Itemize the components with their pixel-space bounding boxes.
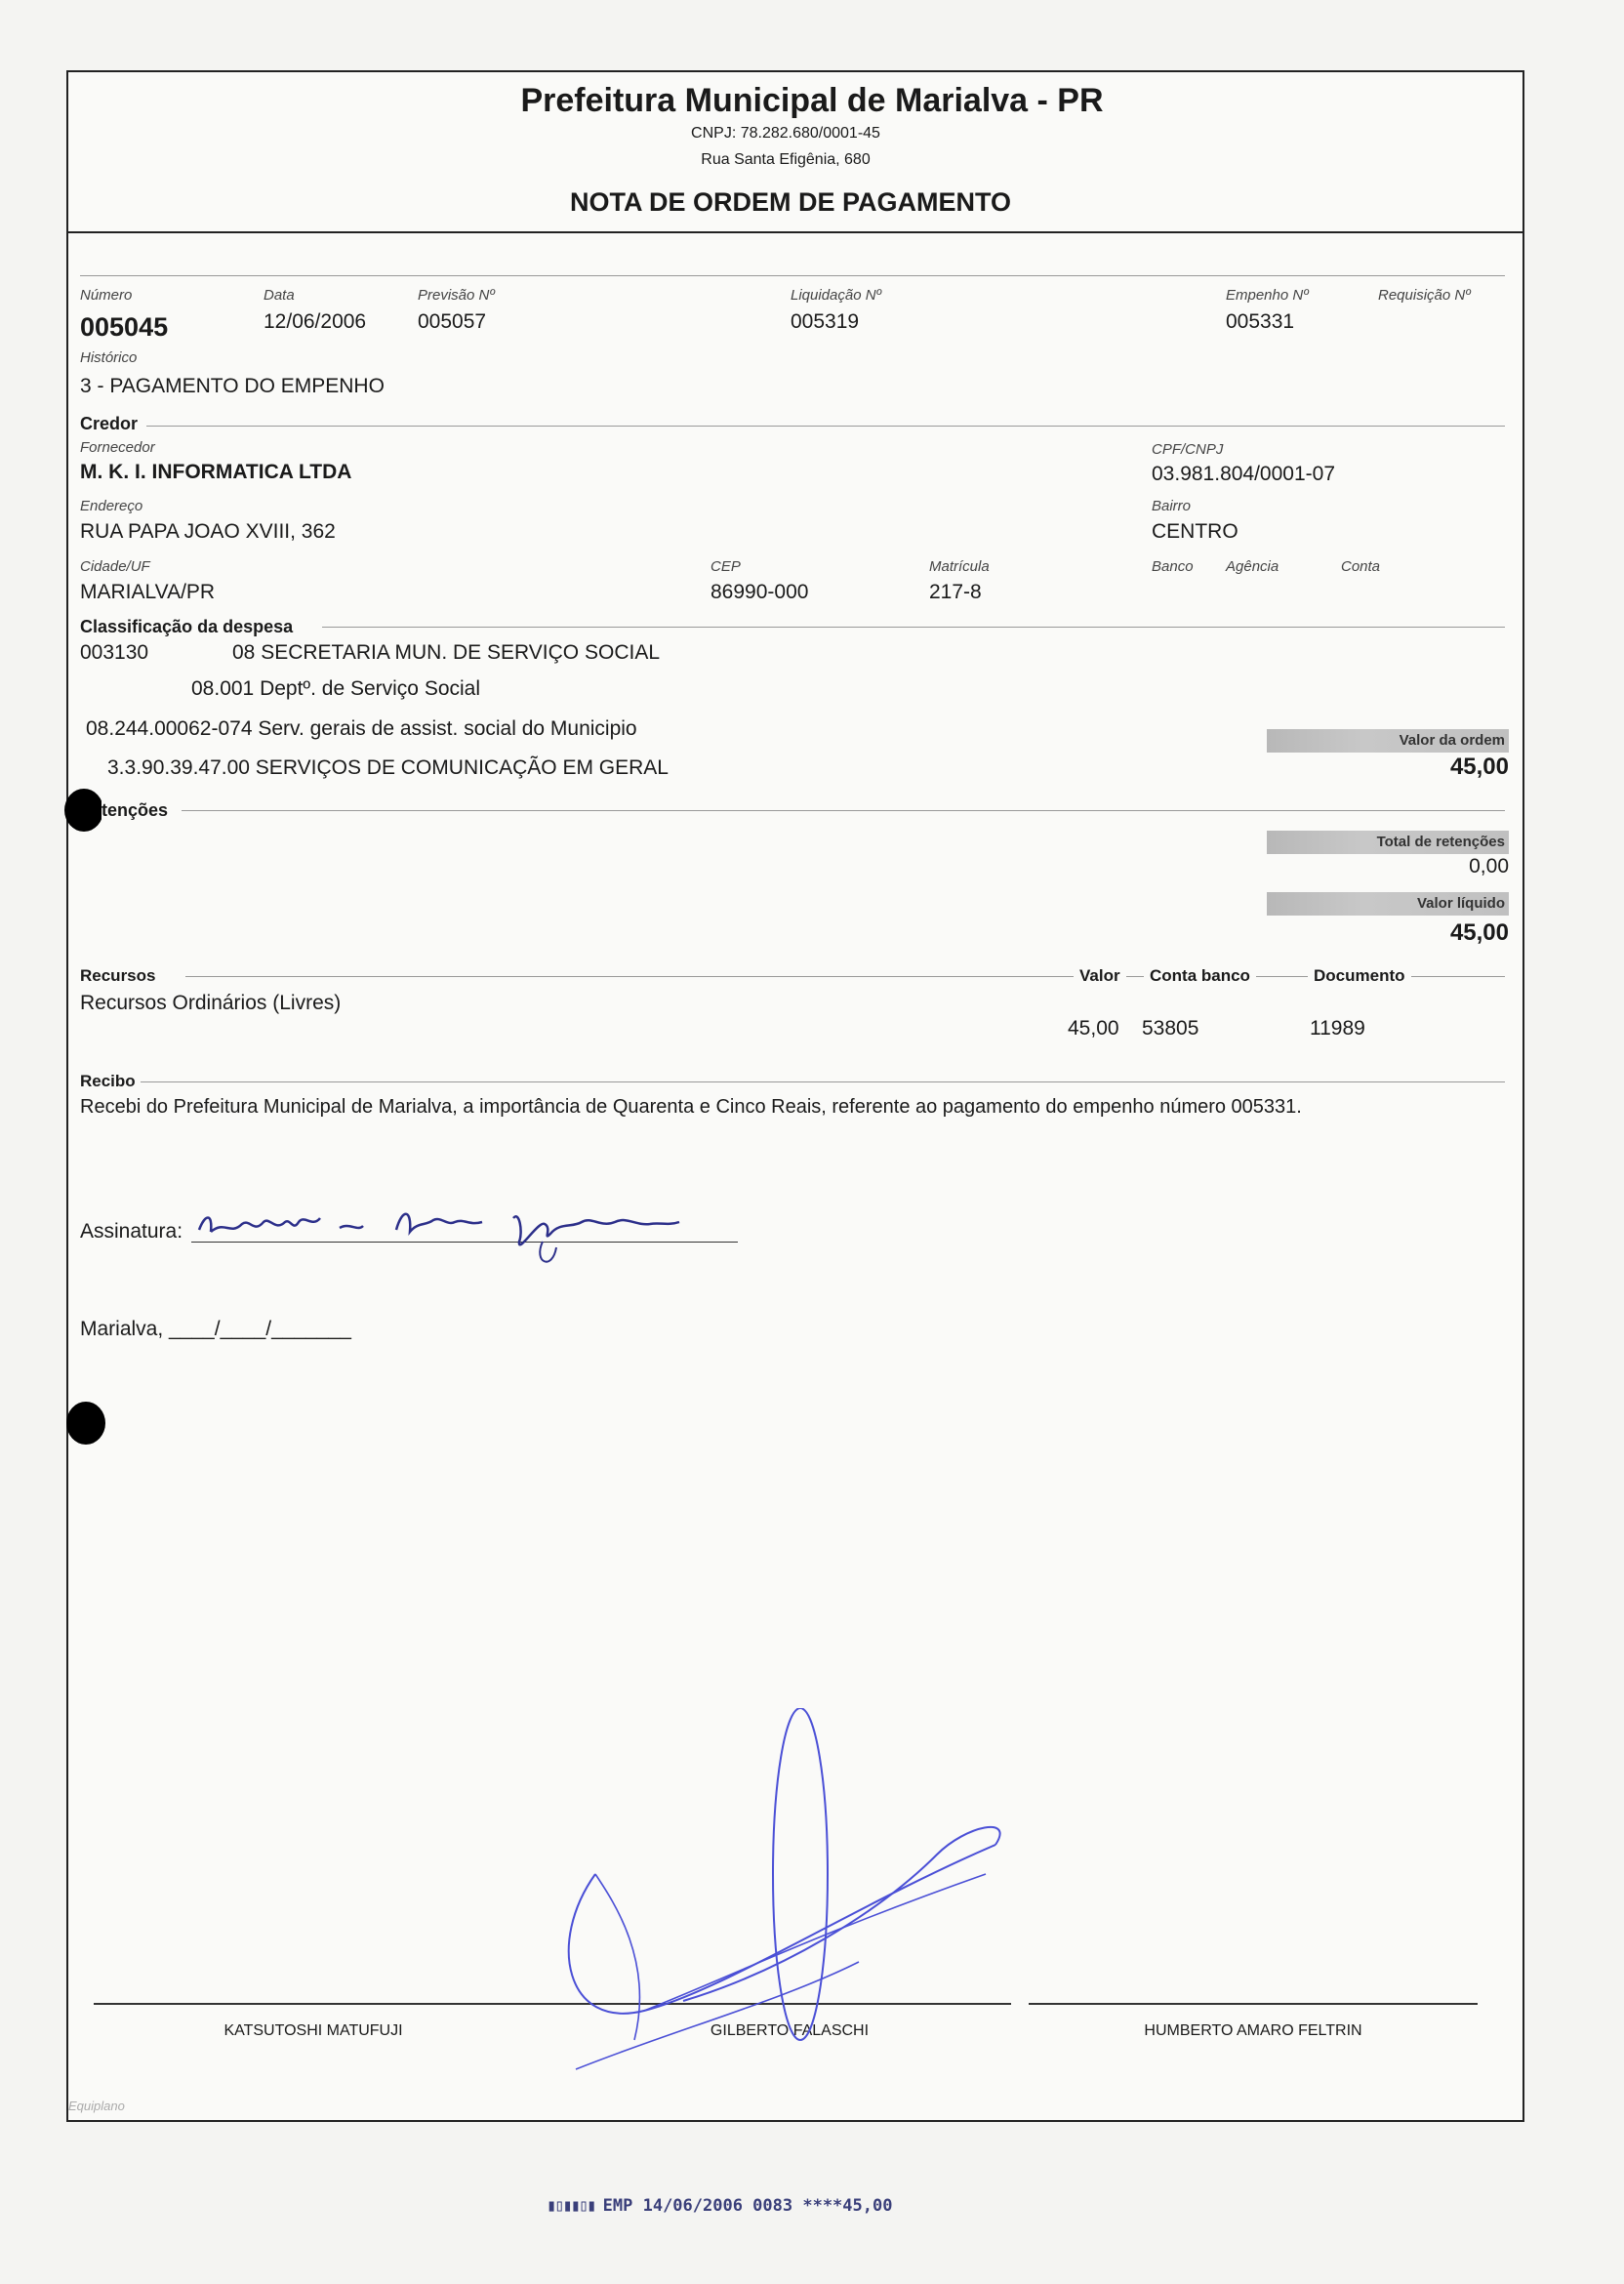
endereco-value: RUA PAPA JOAO XVIII, 362 bbox=[80, 520, 336, 543]
total-retencoes-label: Total de retenções bbox=[1267, 831, 1509, 854]
classificacao-line3: 08.244.00062-074 Serv. gerais de assist. social do Municipio bbox=[86, 717, 637, 740]
recursos-conta-label: Conta banco bbox=[1144, 966, 1256, 986]
cpf-value: 03.981.804/0001-07 bbox=[1152, 463, 1336, 485]
recibo-section: Recibo bbox=[80, 1072, 142, 1091]
cidade-label: Cidade/UF bbox=[80, 558, 150, 575]
local-date: Marialva, ____/____/_______ bbox=[80, 1318, 351, 1340]
org-name: Prefeitura Municipal de Marialva - PR bbox=[520, 82, 1104, 119]
data-label: Data bbox=[264, 287, 295, 304]
stamp-text: EMP 14/06/2006 0083 ****45,00 bbox=[602, 2196, 893, 2216]
credor-section: Credor bbox=[80, 414, 143, 434]
assinatura-label: Assinatura: bbox=[80, 1220, 183, 1243]
divider bbox=[182, 810, 1505, 811]
bairro-value: CENTRO bbox=[1152, 520, 1238, 543]
divider bbox=[141, 1081, 1505, 1082]
matricula-value: 217-8 bbox=[929, 581, 982, 603]
liquidacao-label: Liquidação Nº bbox=[791, 287, 882, 304]
valor-liquido-value: 45,00 bbox=[1449, 919, 1509, 946]
divider bbox=[322, 627, 1505, 628]
cep-value: 86990-000 bbox=[710, 581, 809, 603]
stamp-barcode-icon: ▮▯▮▮▯▮ bbox=[547, 2196, 603, 2216]
numero-value: 005045 bbox=[80, 312, 169, 342]
classificacao-section: Classificação da despesa bbox=[80, 617, 299, 637]
signatory-3: HUMBERTO AMARO FELTRIN bbox=[1144, 2022, 1362, 2039]
banco-label: Banco bbox=[1152, 558, 1194, 575]
doc-title: NOTA DE ORDEM DE PAGAMENTO bbox=[569, 187, 1011, 217]
recursos-documento-label: Documento bbox=[1308, 966, 1411, 986]
blue-signature-flourish bbox=[527, 1708, 1035, 2099]
recursos-conta: 53805 bbox=[1142, 1017, 1199, 1040]
fornecedor-value: M. K. I. INFORMATICA LTDA bbox=[80, 461, 352, 483]
historico-label: Histórico bbox=[80, 349, 138, 366]
bairro-label: Bairro bbox=[1152, 498, 1192, 514]
previsao-label: Previsão Nº bbox=[418, 287, 495, 304]
retencoes-section: tenções bbox=[102, 800, 174, 821]
classificacao-line4: 3.3.90.39.47.00 SERVIÇOS DE COMUNICAÇÃO EM GERAL bbox=[107, 756, 669, 779]
divider bbox=[146, 426, 1505, 427]
fornecedor-label: Fornecedor bbox=[80, 439, 155, 456]
valor-liquido-label: Valor líquido bbox=[1267, 892, 1509, 916]
endereco-label: Endereço bbox=[80, 498, 143, 514]
requisicao-label: Requisição Nº bbox=[1378, 287, 1471, 304]
recursos-descricao: Recursos Ordinários (Livres) bbox=[80, 992, 342, 1014]
auth-stamp bbox=[547, 2196, 892, 2216]
recibo-text: Recebi do Prefeitura Municipal de Marialva, a importância de Quarenta e Cinco Reais, referente ao pagamento do empenho número 005331. bbox=[80, 1096, 1302, 1118]
classificacao-code: 003130 bbox=[80, 641, 149, 664]
data-value: 12/06/2006 bbox=[264, 310, 367, 333]
recursos-valor: 45,00 bbox=[1068, 1017, 1119, 1040]
software-mark: Equiplano bbox=[68, 2099, 125, 2113]
empenho-label: Empenho Nº bbox=[1226, 287, 1309, 304]
liquidacao-value: 005319 bbox=[791, 310, 860, 333]
punch-hole-mark bbox=[64, 789, 103, 832]
header-separator bbox=[66, 231, 1524, 233]
conta-label: Conta bbox=[1341, 558, 1381, 575]
valor-ordem-value: 45,00 bbox=[1449, 754, 1509, 780]
handwritten-signature bbox=[191, 1193, 738, 1271]
historico-value: 3 - PAGAMENTO DO EMPENHO bbox=[80, 375, 385, 397]
classificacao-line2: 08.001 Deptº. de Serviço Social bbox=[191, 677, 481, 700]
previsao-value: 005057 bbox=[418, 310, 487, 333]
punch-hole-mark bbox=[66, 1402, 105, 1445]
org-address: Rua Santa Efigênia, 680 bbox=[701, 151, 871, 168]
numero-label: Número bbox=[80, 287, 133, 304]
cidade-value: MARIALVA/PR bbox=[80, 581, 216, 603]
total-retencoes-value: 0,00 bbox=[1469, 855, 1509, 877]
org-cnpj: CNPJ: 78.282.680/0001-45 bbox=[691, 125, 880, 142]
signatory-2: GILBERTO FALASCHI bbox=[710, 2022, 870, 2039]
cep-label: CEP bbox=[710, 558, 741, 575]
classificacao-line1: 08 SECRETARIA MUN. DE SERVIÇO SOCIAL bbox=[232, 641, 661, 664]
empenho-value: 005331 bbox=[1226, 310, 1295, 333]
divider bbox=[80, 275, 1505, 276]
recursos-section: Recursos bbox=[80, 966, 161, 986]
valor-ordem-label: Valor da ordem bbox=[1267, 729, 1509, 753]
recursos-documento: 11989 bbox=[1310, 1017, 1365, 1040]
matricula-label: Matrícula bbox=[929, 558, 990, 575]
recursos-valor-label: Valor bbox=[1074, 966, 1126, 986]
cpf-label: CPF/CNPJ bbox=[1152, 441, 1224, 458]
signature-line bbox=[1029, 2003, 1478, 2005]
agencia-label: Agência bbox=[1226, 558, 1279, 575]
signatory-1: KATSUTOSHI MATUFUJI bbox=[223, 2022, 403, 2039]
